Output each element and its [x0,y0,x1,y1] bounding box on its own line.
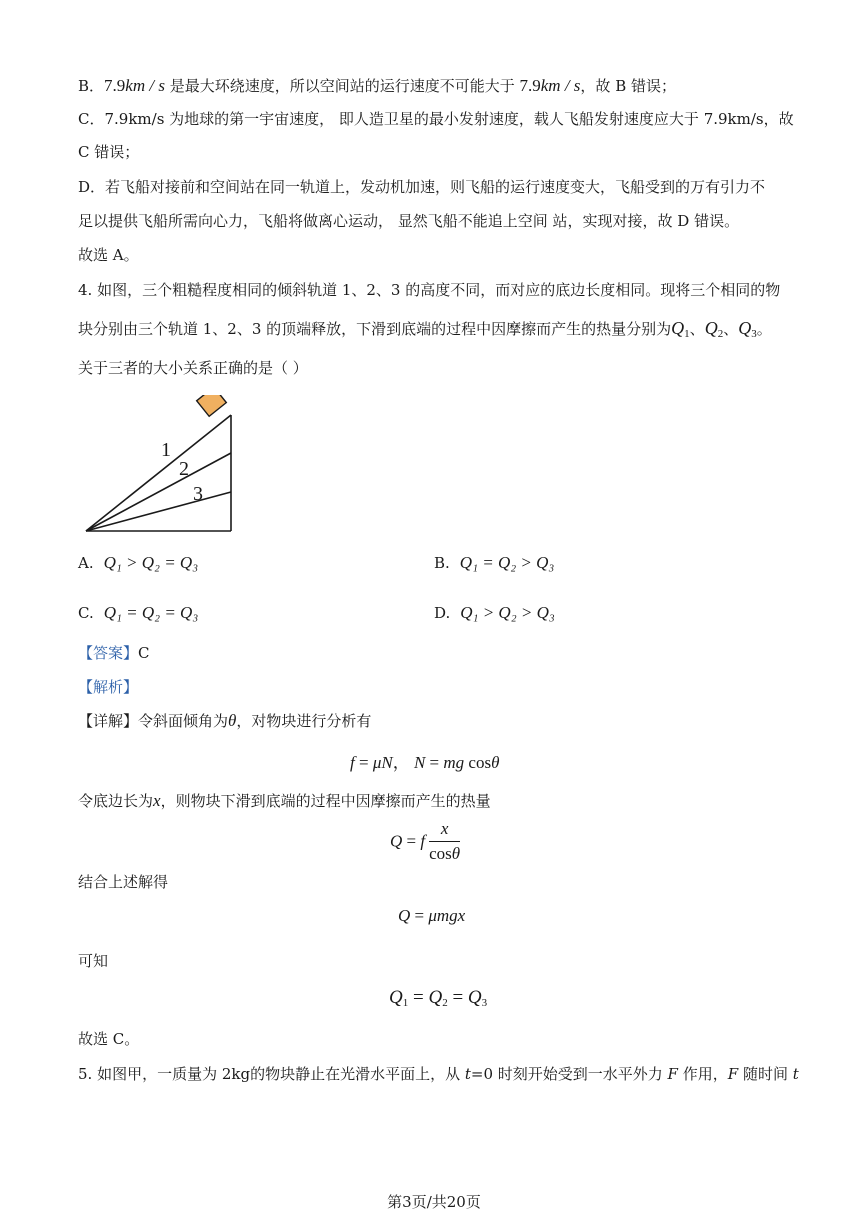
answer-line [78,643,150,663]
detail-line [78,711,371,731]
option-d-letter: D. [434,604,451,622]
question-5-text-b: =0 时刻开始受到一水平外力 [470,1065,668,1083]
question-4-line-3: 关于三者的大小关系正确的是（ ） [78,359,308,377]
t-symbol-2: t [792,1065,799,1083]
choose-c-line: 故选 C。 [78,1030,140,1048]
t-symbol: t [464,1065,471,1083]
track-2-label: 2 [179,458,189,480]
option-a-expr: Q₁ > Q₂ = Q₃ [103,553,199,572]
question-5-text: 5. 如图甲，一质量为 2kg的物块静止在光滑水平面上，从 [78,1065,465,1083]
track-3-line [86,492,231,531]
equation-result: Q = μmgx [398,906,466,925]
equation-heat: Q = f $\frac{x}{\cos\theta}$ [390,819,461,863]
text-line-choose-a: 故选 A。 [78,246,139,264]
b-unit-2: km / s [540,76,581,95]
analysis-tag: 【解析】 [78,678,139,696]
b-value-1: 7.9 [104,76,126,95]
theta-symbol: θ [228,711,237,730]
option-c-expr: Q₁ = Q₂ = Q₃ [103,603,199,622]
page-footer: 第3页/共20页 [387,1193,481,1211]
track-1-line [86,415,231,531]
base-text-2: ，则物块下滑到底端的过程中因摩擦而产生的热量 [160,792,491,810]
text-line-c1: C．7.9km/s 为地球的第一宇宙速度， 即人造卫星的最小发射速度，载人飞船发射速度应大于 7.9km/s，故 [78,110,794,128]
block [197,395,227,416]
option-c-letter: C. [78,604,94,622]
option-b [434,553,554,573]
x-symbol: x [153,791,161,810]
question-4-line-2 [78,318,772,344]
answer-value: C [138,644,150,662]
text-line-d2: 足以提供飞船所需向心力，飞船将做离心运动， 显然飞船不能追上空间 站，实现对接，故 D 错误。 [78,212,740,230]
combine-line: 结合上述解得 [78,873,169,891]
known-line: 可知 [78,952,109,970]
equation-friction: f = μN， N = mg cosθ [350,753,500,772]
inclined-tracks-figure [78,395,248,540]
track-3-label: 3 [193,483,203,505]
detail-text-2: ，对物块进行分析有 [236,712,372,730]
q-symbols: $Q_1$、$Q_2$、$Q_3$ [671,318,757,340]
option-a [78,553,198,573]
b-prefix: B． [78,77,105,95]
b-middle-text: 是最大环绕速度，所以空间站的运行速度不可能大于 [164,77,520,95]
analysis-line [78,677,138,697]
f-symbol-2: F [727,1065,739,1083]
detail-tag: 【详解】 [78,712,139,730]
question-4-end: 。 [756,320,772,338]
text-line-d1: D．若飞船对接前和空间站在同一轨道上，发动机加速，则飞船的运行速度变大，飞船受到的万有引力不 [78,178,766,196]
text-line-c2: C 错误； [78,143,140,161]
question-5-text-c: 作用， [677,1065,728,1083]
option-b-letter: B. [434,554,450,572]
option-c [78,603,198,623]
option-d-expr: Q₁ > Q₂ > Q₃ [460,603,555,622]
detail-text: 令斜面倾角为 [138,712,229,730]
option-b-expr: Q₁ = Q₂ > Q₃ [459,553,555,572]
question-5-line [78,1064,799,1084]
option-d [434,603,555,623]
equation-equal: $Q_1 = Q_2 = Q_3$ [389,987,488,1009]
question-4-line-1: 4. 如图，三个粗糙程度相同的倾斜轨道 1、2、3 的高度不同，而对应的底边长度相同。现将三个相同的物 [78,281,781,299]
track-2-line [86,453,231,531]
question-5-text-d: 随时间 [738,1065,793,1083]
text-line-b [78,76,676,96]
b-unit-1: km / s [125,76,165,95]
base-text: 令底边长为 [78,792,154,810]
f-symbol: F [667,1065,678,1083]
question-4-text: 块分别由三个轨道 1、2、3 的顶端释放，下滑到底端的过程中因摩擦而产生的热量分别为 [78,320,672,338]
b-end-text: ，故 B 错误； [580,77,676,95]
track-1-label: 1 [161,439,171,461]
answer-tag: 【答案】 [78,644,139,662]
option-a-letter: A. [78,554,94,572]
b-value-2: 7.9 [519,76,541,95]
base-length-line [78,791,491,811]
